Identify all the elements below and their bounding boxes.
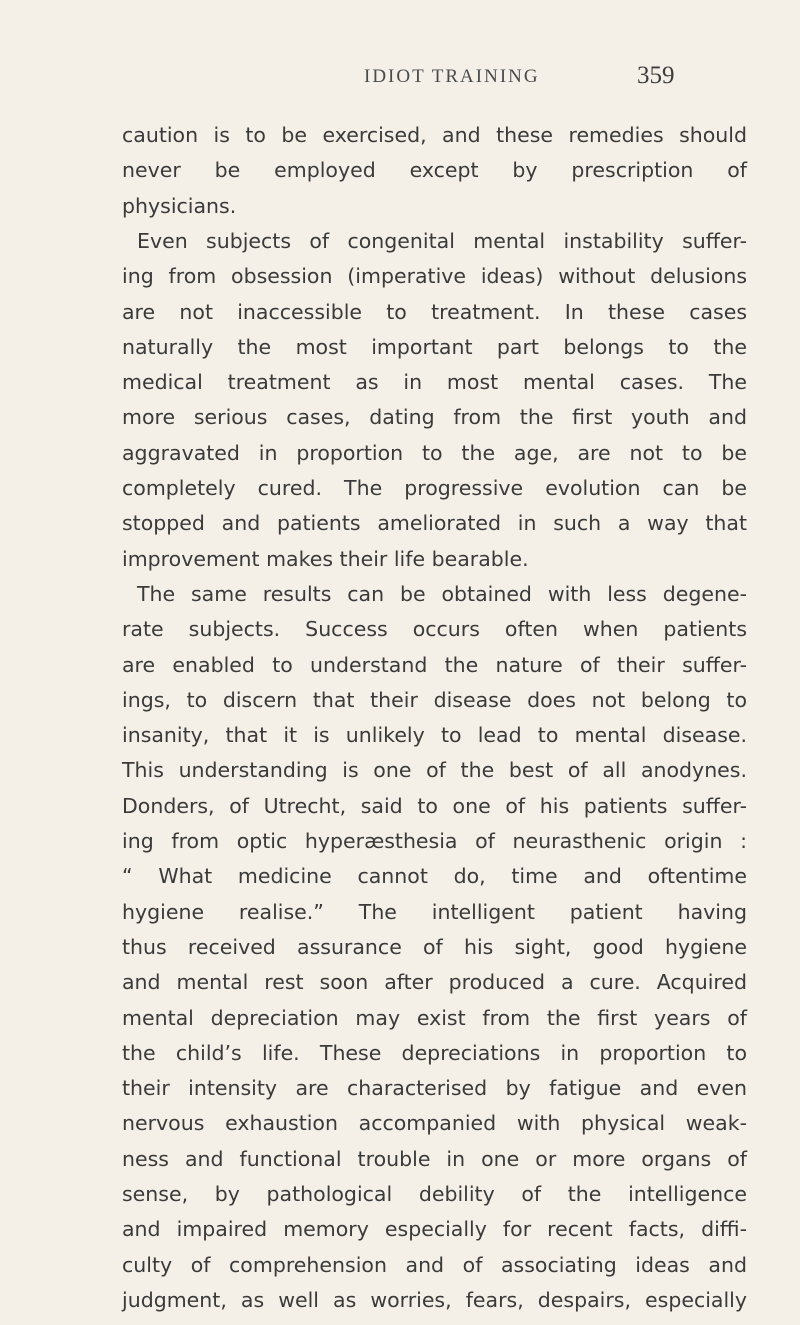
- text-line: never be employed except by prescription of: [122, 158, 747, 183]
- text-line: Donders, of Utrecht, said to one of his patients suffer-: [122, 793, 747, 818]
- text-line: thus received assurance of his sight, good hygiene: [122, 934, 747, 959]
- text-line: mental depreciation may exist from the first years of: [122, 1005, 747, 1030]
- running-head: [0, 62, 800, 106]
- text-line: medical treatment as in most mental cases. The: [122, 370, 747, 395]
- text-line: sense, by pathological debility of the intelligence: [122, 1182, 747, 1206]
- text-line: insanity, that it is unlikely to lead to mental disease.: [122, 723, 747, 748]
- text-line: and mental rest soon after produced a cure. Acquired: [122, 970, 747, 995]
- text-line: improvement makes their life bearable.: [122, 546, 529, 571]
- text-line: are not inaccessible to treatment. In these cases: [122, 299, 747, 324]
- text-line: are enabled to understand the nature of their suffer-: [122, 652, 747, 677]
- text-line: Even subjects of congenital mental instability suffer-: [137, 228, 747, 253]
- text-line: The same results can be obtained with less degene-: [137, 581, 747, 606]
- text-line: ings, to discern that their disease does not belong to: [122, 687, 747, 712]
- text-line: physicians.: [122, 193, 237, 218]
- page-number: 359: [637, 62, 675, 89]
- text-line: judgment, as well as worries, fears, despairs, especially: [122, 1287, 747, 1312]
- text-line: hygiene realise.” The intelligent patient having: [122, 899, 747, 924]
- text-line: the child’s life. These depreciations in proportion to: [122, 1040, 747, 1065]
- text-line: their intensity are characterised by fatigue and even: [122, 1076, 747, 1101]
- text-line: more serious cases, dating from the first youth and: [122, 405, 747, 430]
- text-line: caution is to be exercised, and these remedies should: [122, 123, 747, 147]
- text-line: naturally the most important part belongs to the: [122, 334, 747, 359]
- text-line: rate subjects. Success occurs often when patients: [122, 617, 747, 642]
- text-line: ing from obsession (imperative ideas) without delusions: [122, 264, 747, 289]
- text-line: “ What medicine cannot do, time and oftentime: [122, 864, 747, 889]
- text-line: completely cured. The progressive evolution can be: [122, 476, 747, 500]
- text-line: aggravated in proportion to the age, are not to be: [122, 440, 747, 465]
- text-line: ing from optic hyperæsthesia of neurasthenic origin :: [122, 829, 747, 853]
- text-line: culty of comprehension and of associating ideas and: [122, 1252, 747, 1277]
- text-line: stopped and patients ameliorated in such a way that: [122, 511, 747, 536]
- text-line: and impaired memory especially for recent facts, diffi-: [122, 1217, 747, 1242]
- text-line: nervous exhaustion accompanied with physical weak-: [122, 1111, 747, 1136]
- text-line: ness and functional trouble in one or more organs of: [122, 1146, 747, 1171]
- running-head-title: IDIOT TRAINING: [364, 66, 540, 87]
- text-line: This understanding is one of the best of all anodynes.: [122, 758, 747, 783]
